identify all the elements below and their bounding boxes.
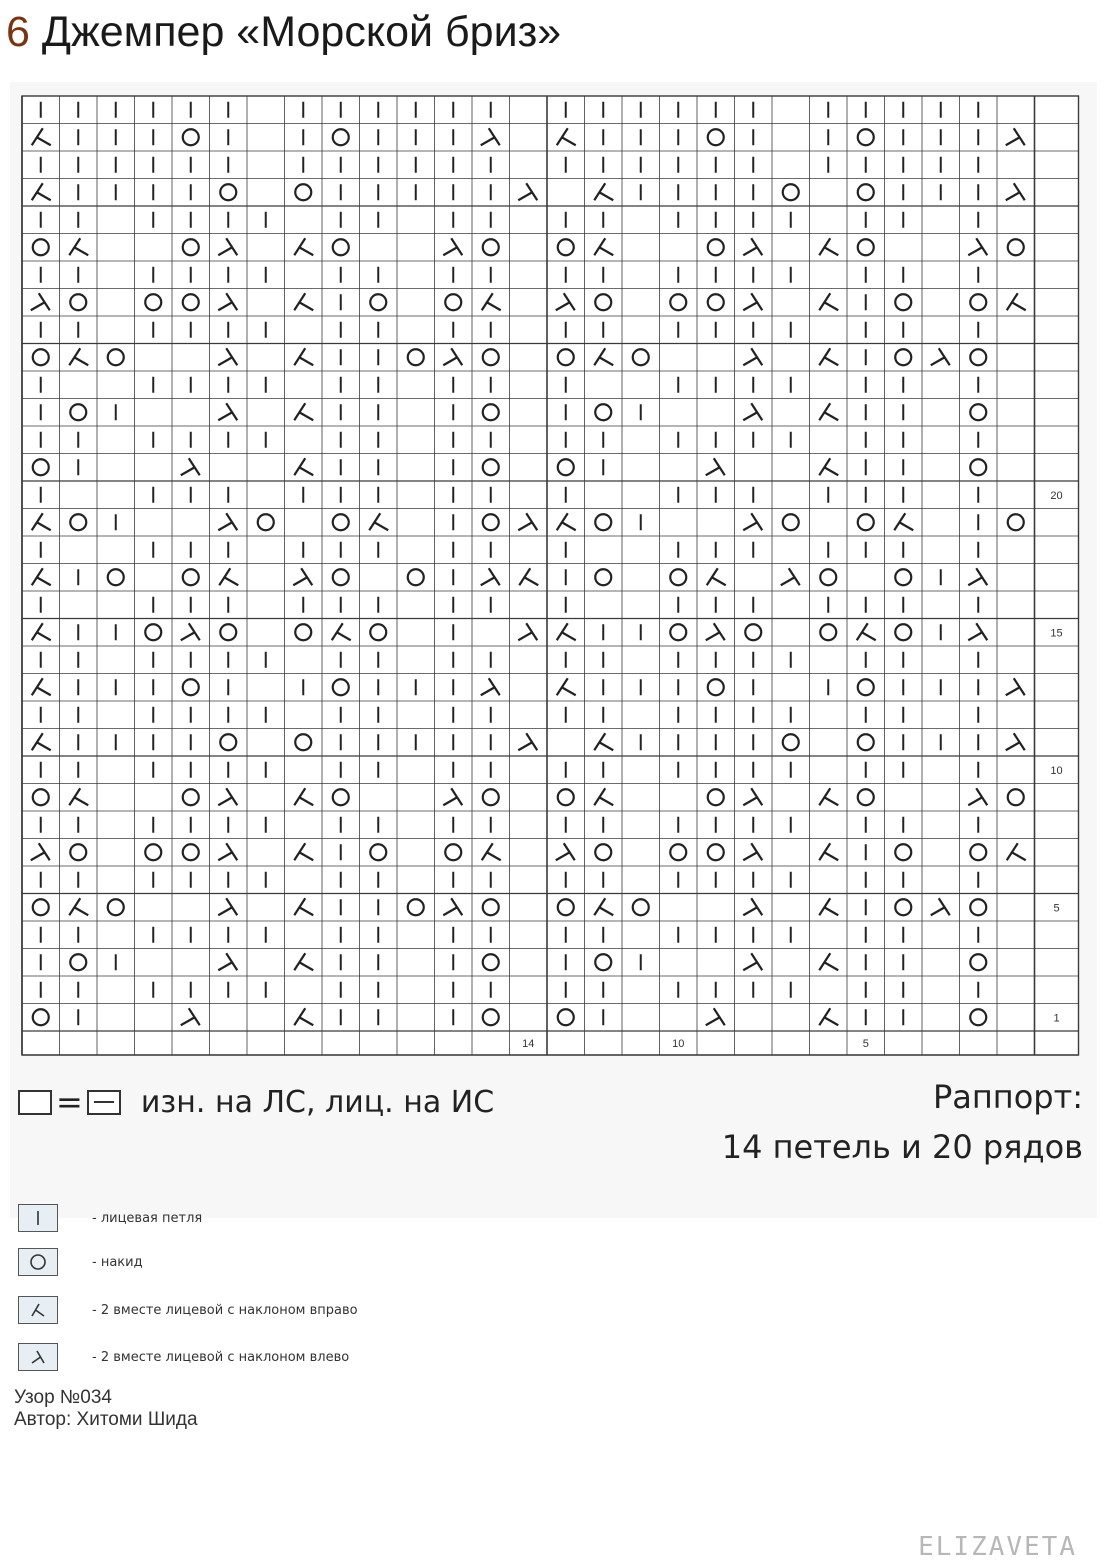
knitting-chart — [10, 82, 1097, 1062]
key-label-decrease-right: - 2 вместе лицевой с наклоном вправо — [92, 1302, 358, 1318]
title-text: Джемпер «Морской бриз» — [41, 8, 562, 56]
key-label-yarn-over: - накид — [92, 1254, 143, 1270]
yarn-over-icon — [18, 1248, 58, 1276]
row-number-label: 1 — [1053, 1012, 1060, 1025]
watermark-text: ELIZAVETA — [918, 1532, 1077, 1562]
key-row-yarn-over — [18, 1248, 143, 1276]
row-number-label: 10 — [1050, 764, 1063, 777]
key-label-decrease-left: - 2 вместе лицевой с наклоном влево — [92, 1349, 350, 1365]
key-row-knit — [18, 1204, 202, 1232]
column-number-label: 14 — [522, 1038, 535, 1050]
pattern-author: Автор: Хитоми Шида — [14, 1409, 198, 1430]
row-number-label: 5 — [1053, 902, 1060, 915]
empty-square-icon — [18, 1090, 52, 1115]
chart-symbol-legend — [18, 1078, 494, 1126]
pattern-info — [14, 1387, 198, 1431]
chart-frame — [22, 96, 1079, 1055]
row-number-label: 15 — [1050, 627, 1063, 640]
key-row-decrease-left — [18, 1343, 349, 1371]
rapport-value: 14 петель и 20 рядов — [721, 1128, 1083, 1166]
row-number-label: 20 — [1050, 489, 1063, 502]
purl-legend-text: изн. на ЛС, лиц. на ИС — [140, 1084, 495, 1120]
key-row-decrease-right — [18, 1296, 358, 1324]
title-number: 6 — [6, 8, 30, 56]
page-title — [6, 4, 561, 60]
knitting-chart-panel — [10, 82, 1097, 1218]
rapport-label: Раппорт: — [932, 1078, 1083, 1116]
purl-square-icon — [87, 1090, 121, 1115]
knit-stitch-icon — [18, 1204, 58, 1232]
column-number-label: 5 — [862, 1038, 869, 1050]
decrease-left-icon — [18, 1343, 58, 1371]
pattern-number: Узор №034 — [14, 1387, 112, 1408]
equals-sign: = — [56, 1083, 83, 1121]
column-number-label: 10 — [672, 1038, 685, 1050]
key-label-knit: - лицевая петля — [92, 1210, 203, 1226]
rapport-block — [722, 1072, 1083, 1172]
decrease-right-icon — [18, 1296, 58, 1324]
